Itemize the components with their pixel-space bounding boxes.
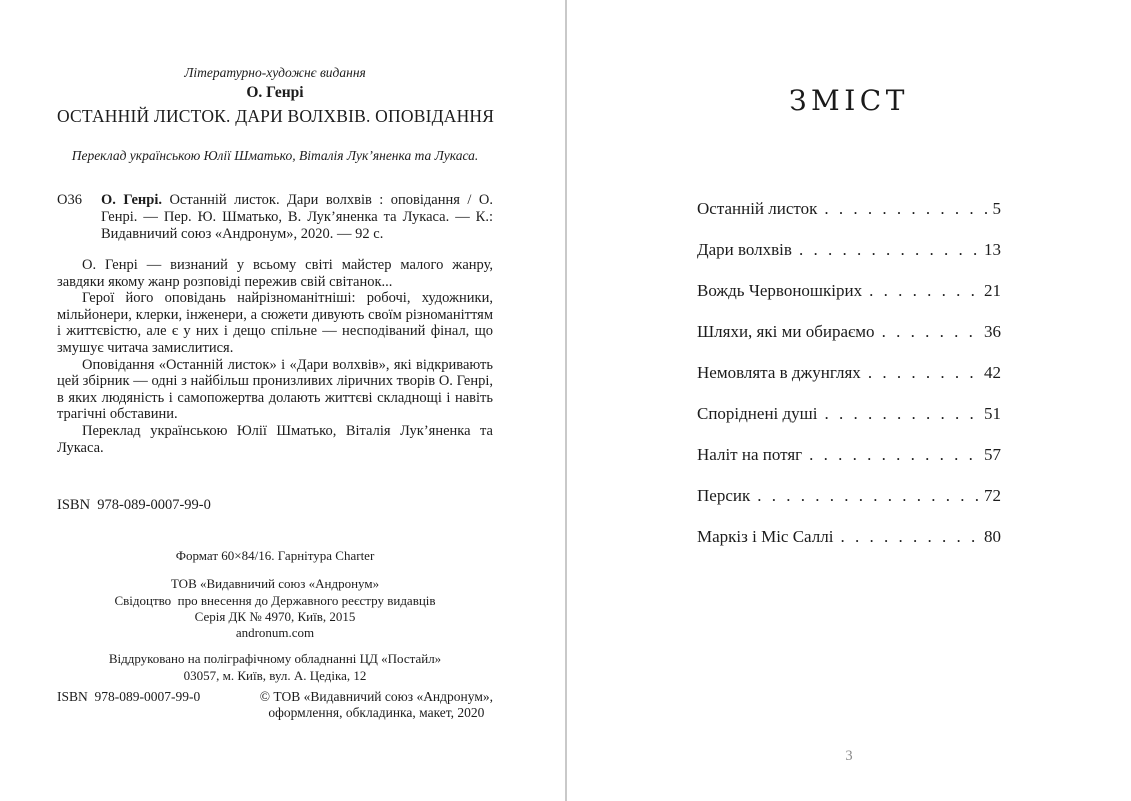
imprint-block: [57, 548, 493, 641]
toc-dot-leader: [799, 240, 979, 260]
toc-title: ЗМІСТ: [789, 84, 909, 117]
toc-dot-leader: [840, 527, 979, 547]
page-number: 3: [845, 748, 853, 764]
toc-entry: [697, 322, 1001, 343]
abstract-block: [57, 257, 493, 456]
format-line: Формат 60×84/16. Гарнітура Charter: [175, 548, 375, 564]
toc-entry-title: Споріднені душі: [697, 404, 818, 423]
toc-dot-leader: [869, 281, 979, 301]
toc-entry-title: Персик: [697, 486, 751, 505]
bottom-row: [57, 689, 493, 722]
toc-entry-title: Маркіз і Міс Саллі: [697, 527, 834, 546]
toc-entry-page: 36: [984, 322, 1001, 341]
printing-line: Віддруковано на поліграфічному обладнанні ЦД «Постайл»: [108, 651, 442, 667]
toc-entry-page: 21: [984, 281, 1001, 300]
toc-dot-leader: [757, 486, 979, 506]
catalog-author: О. Генрі.: [101, 191, 162, 208]
abstract-paragraph: О. Генрі — визнаний у всьому світі майстер малого жанру, завдяки якому жанр розповіді пережив свій світанок...: [57, 257, 493, 290]
catalog-text: [101, 192, 493, 243]
abstract-paragraph: Оповідання «Останній листок» і «Дари волхвів», які відкривають цей збірник — одні з найбільш пронизливих ліричних творів О. Генрі, в яких людяність і самопожертва долають життєві складнощі і навіть трагічні обставини.: [57, 356, 493, 423]
toc-dot-leader: [824, 199, 987, 219]
abstract-paragraph: Переклад українською Юлії Шматько, Віталія Лук’яненка та Лукаса.: [57, 423, 493, 456]
toc-entry-title: Немовлята в джунглях: [697, 363, 861, 382]
toc-entry-page: 5: [992, 199, 1001, 218]
author-name: О. Генрі: [246, 84, 304, 102]
toc-entry-title: Вождь Червоношкірих: [697, 281, 863, 300]
toc-dot-leader: [882, 322, 979, 342]
toc-entry: [697, 445, 1001, 466]
toc-entry-title: Останній листок: [697, 199, 818, 218]
toc-entry: [697, 199, 1001, 220]
toc-dot-leader: [809, 445, 979, 465]
catalog-description: Останній листок. Дари волхвів : оповідання / О. Генрі. — Пер. Ю. Шматько, В. Лук’яненка та Лукаса. — К.: Видавничий союз «Андронум», 2020. — 92 с.: [101, 191, 493, 242]
copyright-line: © ТОВ «Видавничий союз «Андронум»,: [259, 689, 493, 704]
toc-entry: [697, 404, 1001, 425]
publisher-line: ТОВ «Видавничий союз «Андронум»: [170, 576, 380, 592]
abstract-paragraph: Герої його оповідань найрізноманітніші: робочі, художники, мільйонери, клерки, інженери, а сюжети дивують своїм різноманіттям і життєвістю, але є у них і дещо спільне — несподіваний фінал, що змушує читача замислитися.: [57, 290, 493, 357]
toc-entry-page: 51: [984, 404, 1001, 423]
toc-entry-page: 13: [984, 240, 1001, 259]
toc-entry-page: 42: [984, 363, 1001, 382]
toc-list: [697, 199, 1001, 548]
toc-dot-leader: [868, 363, 979, 383]
isbn-bottom: ISBN 978-089-0007-99-0: [57, 689, 201, 704]
copyright-line: оформлення, обкладинка, макет, 2020: [268, 705, 485, 721]
printing-block: [57, 651, 493, 685]
publisher-line: Свідоцтво про внесення до Державного реєстру видавців: [114, 592, 436, 608]
copyright-block: [260, 689, 493, 722]
translators-line: Переклад українською Юлії Шматько, Віталія Лук’яненка та Лукаса.: [71, 148, 479, 164]
toc-entry-page: 57: [984, 445, 1001, 464]
printing-line: 03057, м. Київ, вул. А. Цедіка, 12: [183, 668, 367, 684]
toc-entry: [697, 240, 1001, 261]
imprint-page: [0, 0, 565, 801]
publisher-line: Серія ДК № 4970, Київ, 2015: [194, 608, 356, 624]
book-title: ОСТАННІЙ ЛИСТОК. ДАРИ ВОЛХВІВ. ОПОВІДАННЯ: [57, 106, 495, 127]
catalog-code: О36: [57, 191, 82, 208]
toc-entry-page: 72: [984, 486, 1001, 505]
toc-entry: [697, 486, 1001, 507]
toc-entry: [697, 363, 1001, 384]
publisher-website: andronum.com: [235, 625, 315, 641]
isbn-line: ISBN 978-089-0007-99-0: [57, 497, 211, 514]
toc-dot-leader: [825, 404, 980, 424]
toc-entry: [697, 281, 1001, 302]
catalog-card: [57, 192, 493, 243]
toc-entry-title: Шляхи, які ми обираємо: [697, 322, 875, 341]
toc-entry-title: Дари волхвів: [697, 240, 792, 259]
edition-type: Літературно-художнє видання: [184, 65, 366, 80]
toc-page: [567, 0, 1131, 801]
toc-entry: [697, 527, 1001, 548]
toc-entry-title: Наліт на потяг: [697, 445, 803, 464]
toc-entry-page: 80: [984, 527, 1001, 546]
title-block: [57, 64, 493, 165]
